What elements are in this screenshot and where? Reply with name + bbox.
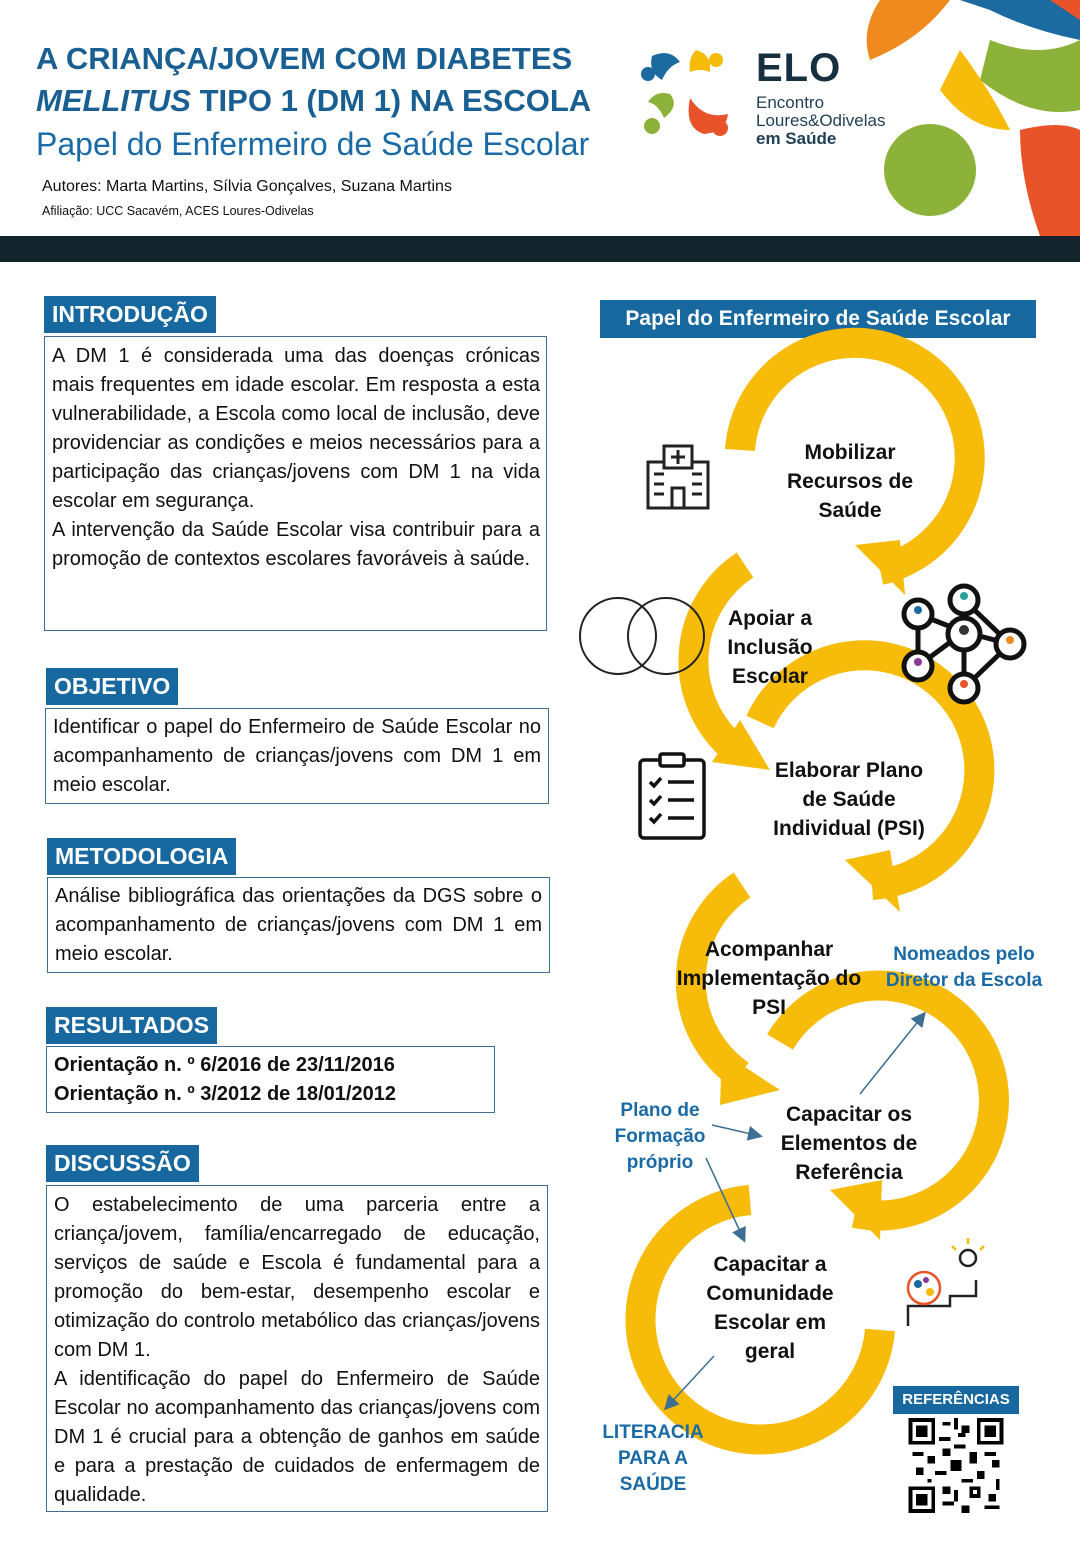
intro-box: [44, 336, 547, 631]
poster-title: [36, 38, 636, 166]
result-line-1: Orientação n. º 6/2016 de 23/11/2016: [54, 1054, 395, 1076]
discussion-heading: DISCUSSÃO: [46, 1145, 199, 1182]
results-box: [46, 1046, 495, 1113]
authors: Autores: Marta Martins, Sílvia Gonçalves, Suzana Martins: [42, 178, 452, 195]
discussion-paragraph-2: A identificação do papel do Enfermeiro de Saúde Escolar no acompanhamento das crianças/jovens com DM 1 é crucial para a obtenção de ganhos em saúde e para a prestação de cuidados de enfermagem de qualidade.: [54, 1368, 540, 1506]
note-nomeados: Nomeados pelo Diretor da Escola: [885, 944, 1043, 991]
logo-subtitle: [756, 94, 885, 148]
logo-name: ELO: [756, 46, 842, 90]
title-line-1: A CRIANÇA/JOVEM COM DIABETES: [36, 41, 573, 76]
clipboard-checklist-icon: [640, 754, 704, 838]
method-heading: METODOLOGIA: [47, 838, 236, 875]
diagram-title: Papel do Enfermeiro de Saúde Escolar: [600, 300, 1036, 338]
poster-subtitle: Papel do Enfermeiro de Saúde Escolar: [36, 126, 590, 162]
results-heading: RESULTADOS: [46, 1007, 217, 1044]
logo-line-3: em Saúde: [756, 129, 837, 148]
intro-heading: INTRODUÇÃO: [44, 296, 216, 333]
intro-paragraph-1: A DM 1 é considerada uma das doenças crónicas mais frequentes em idade escolar. Em resposta a esta vulnerabilidade, a Escola como local de inclusão, deve providenciar as condições e meios necessários para a participação das crianças/jovens com DM 1 na vida escolar em segurança.: [52, 345, 540, 512]
logo-line-1: Encontro: [756, 93, 825, 112]
title-line-2: [36, 80, 636, 122]
step-elaborar-psi: Elaborar Plano de Saúde Individual (PSI): [773, 759, 925, 840]
step-capacitar-elementos: Capacitar os Elementos de Referência: [780, 1103, 918, 1184]
affiliation: Afiliação: UCC Sacavém, ACES Loures-Odivelas: [42, 204, 314, 218]
step-apoiar: Apoiar a Inclusão Escolar: [727, 607, 813, 688]
title-line-2-rest: TIPO 1 (DM 1) NA ESCOLA: [191, 83, 592, 118]
brain-idea-icon: [908, 1238, 984, 1326]
objective-box: Identificar o papel do Enfermeiro de Saúde Escolar no acompanhamento de crianças/jovens com DM 1 em meio escolar.: [45, 708, 549, 804]
elo-logo: [640, 44, 940, 154]
logo-line-2: Loures&Odivelas: [756, 111, 886, 130]
step-mobilizar: Mobilizar Recursos de Saúde: [786, 441, 914, 522]
objective-heading: OBJETIVO: [46, 668, 178, 705]
note-plano-formacao: Plano de Formação próprio: [614, 1100, 706, 1173]
discussion-paragraph-1: O estabelecimento de uma parceria entre a criança/jovem, família/encarregado de educação, serviços de saúde e Escola é fundamental para a promoção do bem-estar, desempenho escolar e otimização do controlo metabólico das crianças/jovens com DM 1.: [54, 1194, 540, 1361]
note-literacia: LITERACIA PARA A SAÚDE: [602, 1422, 704, 1495]
step-acompanhar: Acompanhar Implementação do PSI: [676, 938, 862, 1019]
step-capacitar-comunidade: Capacitar a Comunidade Escolar em geral: [706, 1253, 834, 1363]
header-band: [0, 236, 1080, 262]
qr-code[interactable]: [906, 1418, 1006, 1513]
hospital-icon: [648, 446, 708, 508]
elo-logo-mark: [640, 44, 750, 144]
result-line-2: Orientação n. º 3/2012 de 18/01/2012: [54, 1083, 396, 1105]
title-italic-word: MELLITUS: [36, 83, 191, 118]
discussion-box: [46, 1185, 548, 1512]
references-label: REFERÊNCIAS: [893, 1386, 1019, 1414]
intro-paragraph-2: A intervenção da Saúde Escolar visa contribuir para a promoção de contextos escolares favoráveis à saúde.: [52, 519, 540, 570]
method-box: Análise bibliográfica das orientações da DGS sobre o acompanhamento de crianças/jovens com DM 1 em meio escolar.: [47, 877, 550, 973]
